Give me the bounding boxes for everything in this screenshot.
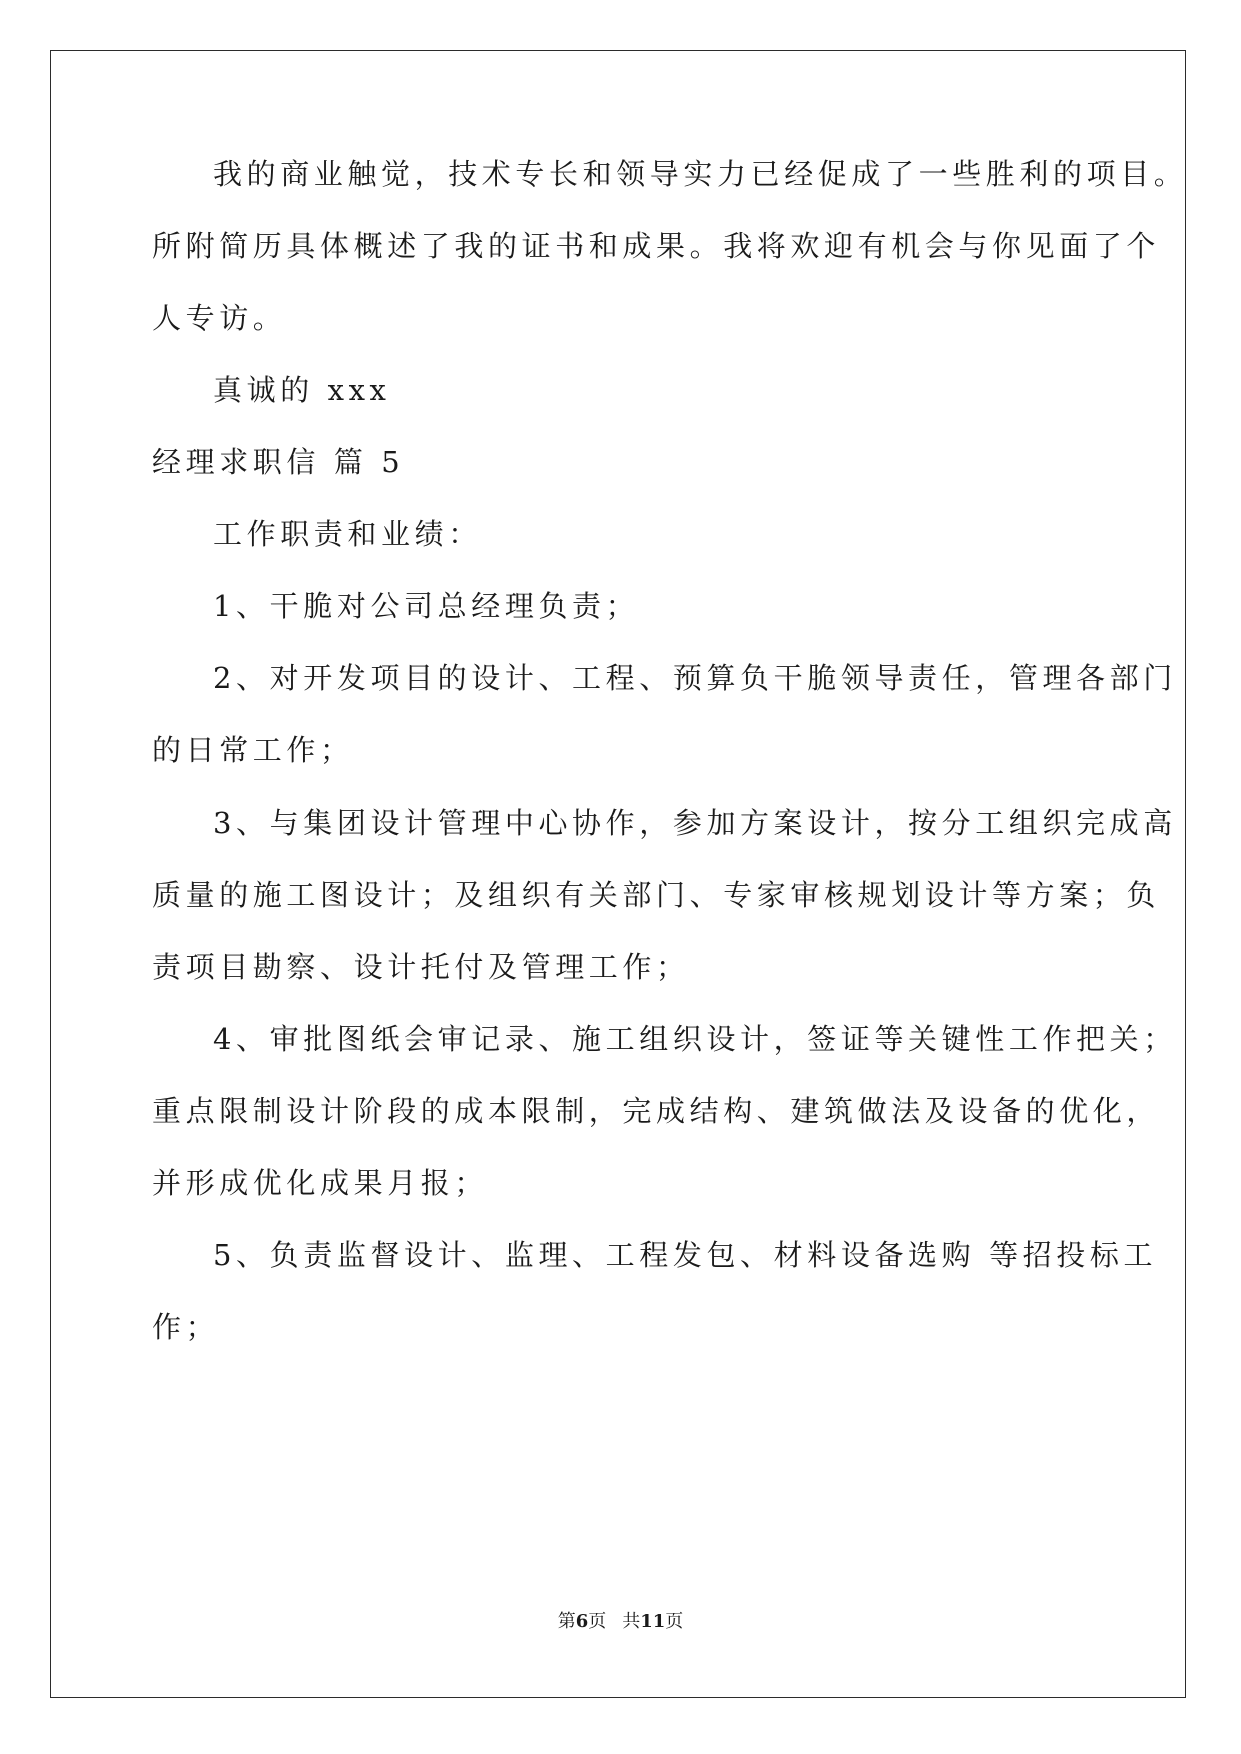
list-item-continuation: 作； [152, 1310, 220, 1344]
list-item-continuation: 责项目勘察、设计托付及管理工作； [152, 950, 690, 984]
list-item-continuation: 重点限制设计阶段的成本限制，完成结构、建筑做法及设备的优化， [152, 1094, 1161, 1128]
list-item: 1、干脆对公司总经理负责； [213, 589, 640, 623]
total-suffix: 页 [665, 1611, 684, 1632]
signature-line: 真诚的 xxx [213, 373, 391, 407]
page-number: 6 [575, 1611, 589, 1632]
list-item-continuation: 质量的施工图设计；及组织有关部门、专家审核规划设计等方案；负 [152, 878, 1161, 912]
paragraph-line: 人专访。 [152, 301, 287, 335]
total-prefix: 共 [622, 1611, 641, 1632]
paragraph-line: 我的商业触觉，技术专长和领导实力已经促成了一些胜利的项目。 [213, 157, 1188, 191]
list-item: 4、审批图纸会审记录、施工组织设计，签证等关键性工作把关； [213, 1022, 1177, 1056]
page-suffix: 页 [588, 1611, 607, 1632]
paragraph-line: 工作职责和业绩： [213, 517, 482, 551]
list-item: 3、与集团设计管理中心协作，参加方案设计，按分工组织完成高 [213, 806, 1177, 840]
list-item-continuation: 的日常工作； [152, 733, 354, 767]
list-item: 5、负责监督设计、监理、工程发包、材料设备选购 等招投标工 [213, 1238, 1158, 1272]
page-footer [0, 1613, 1241, 1631]
list-item: 2、对开发项目的设计、工程、预算负干脆领导责任，管理各部门 [213, 661, 1177, 695]
page-prefix: 第 [557, 1611, 576, 1632]
paragraph-line: 所附简历具体概述了我的证书和成果。我将欢迎有机会与你见面了个 [152, 229, 1161, 263]
page-border [50, 50, 1186, 1698]
section-heading: 经理求职信 篇 5 [152, 445, 405, 479]
list-item-continuation: 并形成优化成果月报； [152, 1166, 489, 1200]
page-total: 11 [640, 1611, 666, 1632]
